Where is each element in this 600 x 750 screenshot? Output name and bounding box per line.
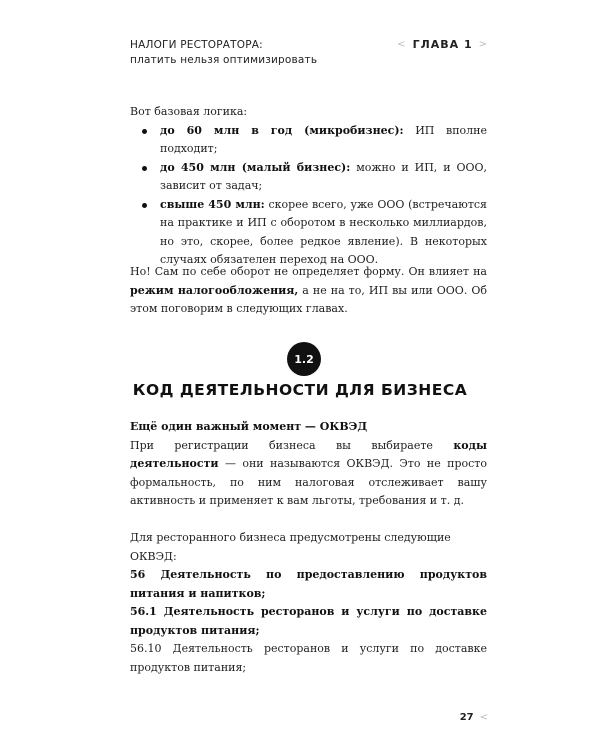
- list-item: [130, 159, 487, 196]
- list-item-bold: свыше 450 млн:: [160, 197, 265, 211]
- intro-block: [130, 103, 487, 270]
- list-item-bold: до 450 млн (малый бизнес):: [160, 160, 351, 174]
- turnover-note-paragraph: [130, 263, 487, 319]
- paragraph-text: При регистрации бизнеса вы выбираете: [130, 438, 454, 452]
- turnover-list: [130, 122, 487, 270]
- list-item: [130, 122, 487, 159]
- bullet-icon: [142, 203, 147, 208]
- list-item-text: ИП вполне подходит;: [160, 123, 487, 155]
- chevron-right-icon: >: [478, 39, 488, 50]
- page-footer: [460, 712, 488, 723]
- running-header-chapter: [397, 38, 488, 51]
- bullet-icon: [142, 166, 147, 171]
- paragraph-bold: коды деятельности: [130, 438, 487, 470]
- okved-code-56: 56 Деятельность по предоставлению продуктов питания и напитков;: [130, 568, 487, 600]
- okved-subhead: Ещё один важный момент — ОКВЭД: [130, 420, 368, 433]
- list-item-text: можно и ИП, и ООО, зависит от задач;: [160, 160, 487, 192]
- book-title-line1: НАЛОГИ РЕСТОРАТОРА:: [130, 39, 263, 51]
- page-number: 27: [459, 712, 474, 723]
- paragraph-text: — они называются ОКВЭД. Это не просто формальность, по ним налоговая отслеживает вашу активность и применяет к вам льготы, требования и т. д.: [130, 457, 487, 507]
- okved-intro: Для ресторанного бизнеса предусмотрены следующие ОКВЭД:: [130, 531, 451, 563]
- list-item: [130, 196, 487, 270]
- chevron-left-icon: <: [479, 712, 488, 723]
- paragraph-text: Но! Сам по себе оборот не определяет форму. Он влияет на: [130, 265, 487, 278]
- bullet-icon: [142, 129, 147, 134]
- paragraph-bold: режим налогообложения,: [130, 283, 299, 297]
- list-item-text: скорее всего, уже ООО (встречаются на практике и ИП с оборотом в несколько миллиардов, но это, скорее, более редкое явление). В некоторых случаях обязателен переход на ООО.: [160, 197, 487, 266]
- running-header-title: [130, 38, 317, 68]
- chevron-left-icon: <: [397, 39, 407, 50]
- list-item-bold: до 60 млн в год (микробизнес):: [160, 123, 404, 137]
- okved-code-56-1: 56.1 Деятельность ресторанов и услуги по доставке продуктов питания;: [130, 605, 487, 637]
- book-title-line2: платить нельзя оптимизировать: [130, 54, 318, 66]
- intro-lead: Вот базовая логика:: [130, 105, 248, 118]
- paragraph-text: а не на то, ИП вы или ООО. Об этом поговорим в следующих главах.: [130, 283, 487, 315]
- okved-block: [130, 418, 487, 677]
- chapter-label: ГЛАВА 1: [412, 38, 473, 51]
- section-title: КОД ДЕЯТЕЛЬНОСТИ ДЛЯ БИЗНЕСА: [132, 381, 468, 399]
- section-number-badge: 1.2: [287, 342, 321, 376]
- okved-code-56-10: 56.10 Деятельность ресторанов и услуги по доставке продуктов питания;: [130, 642, 487, 674]
